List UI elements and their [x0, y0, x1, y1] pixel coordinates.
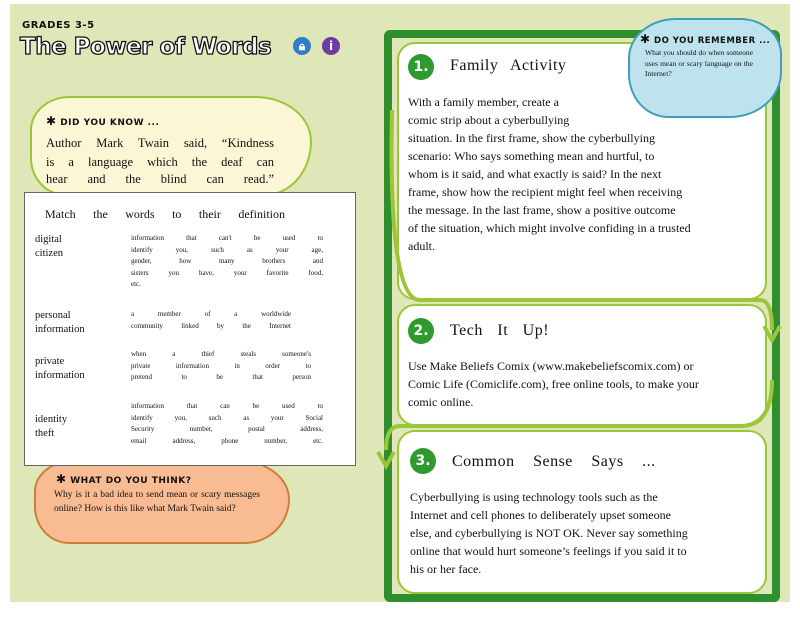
body-line: the message. In the last frame, show a positive outcome — [408, 203, 676, 217]
definition-line: etc. — [131, 280, 141, 288]
what-do-you-think-text: Why is it a bad idea to send mean or scary messages online? How is this like what Mark Twain said? — [54, 490, 260, 514]
body-line: Internet and cell phones to deliberately upset someone — [410, 508, 671, 522]
activity-title: Common Sense Says ... — [452, 453, 656, 470]
body-line: online that would hurt someone’s feelings if you said it to — [410, 544, 687, 558]
asterisk-icon: ✱ — [640, 32, 651, 46]
body-line: whom is it said, and what exactly is said? In the next — [408, 167, 662, 181]
lock-icon[interactable]: 🔒︎ — [293, 37, 311, 55]
body-line: scenario: Who says something mean and hurtful, to — [408, 149, 655, 163]
step-number: 2. — [408, 318, 434, 344]
definition-line: private information in order to — [131, 361, 311, 370]
info-icon[interactable]: i — [322, 37, 340, 55]
term-line: information — [35, 370, 85, 381]
term-line: information — [35, 324, 85, 335]
definition-line: a member of a worldwide — [131, 310, 291, 318]
matching-title: Match the words to their definition — [45, 207, 285, 221]
step-number: 1. — [408, 54, 434, 80]
activity-body — [408, 357, 758, 411]
did-you-know-label: DID YOU KNOW ... — [60, 118, 160, 128]
definition-line: identify you, such as your age, — [131, 245, 323, 254]
body-line: of the situation, which might involve confiding in a trusted — [408, 221, 691, 235]
definition-line: when a thief steals someone's — [131, 350, 311, 358]
definition-line: identify you, such as your Social — [131, 413, 323, 422]
term-line: private — [35, 356, 65, 367]
do-you-remember-heading — [640, 32, 770, 46]
definition-line: community linked by the Internet — [131, 321, 291, 330]
definition-line: information that can be used to — [131, 402, 323, 410]
definition-line: information that can't be used to — [131, 234, 323, 242]
definition-line: sisters you have, your favorite food, — [131, 268, 323, 277]
definition-line: pretend to be that person — [131, 373, 311, 381]
asterisk-icon: ✱ — [56, 472, 67, 486]
term-line: citizen — [35, 248, 63, 259]
body-line: With a family member, create a — [408, 95, 559, 109]
body-line: frame, show how the recipient might feel when receiving — [408, 185, 683, 199]
term-line: digital — [35, 234, 62, 245]
body-line: Comic Life (Comiclife.com), free online tools, to make your — [408, 377, 699, 391]
activity-title: Family Activity — [450, 57, 567, 74]
term-line: personal — [35, 310, 71, 321]
did-you-know-line-3: hear and the blind can read.” — [46, 172, 274, 186]
do-you-remember-text: What you should do when someone uses mean or scary language on the Internet? — [645, 48, 753, 78]
what-do-you-think-label: WHAT DO YOU THINK? — [70, 476, 192, 486]
do-you-remember-label: DO YOU REMEMBER ... — [654, 36, 771, 46]
arrow-head-icon — [378, 452, 394, 466]
page-title: The Power of Words — [20, 34, 272, 60]
definition-line: gender, how many brothers and — [131, 257, 323, 265]
did-you-know-line-1: Author Mark Twain said, “Kindness — [46, 136, 274, 150]
body-line: Use Make Beliefs Comix (www.makebeliefscomix.com) or — [408, 359, 694, 373]
asterisk-icon: ✱ — [46, 114, 57, 128]
step-number: 3. — [410, 448, 436, 474]
body-line: situation. In the first frame, show the cyberbullying — [408, 131, 655, 145]
activity-body — [410, 488, 760, 578]
body-line: comic strip about a cyberbullying — [408, 113, 570, 127]
body-line: else, and cyberbullying is NOT OK. Never say something — [410, 526, 688, 540]
body-line: comic online. — [408, 395, 474, 409]
activity-title: Tech It Up! — [450, 322, 550, 339]
grade-level: GRADES 3-5 — [22, 20, 95, 31]
body-line: adult. — [408, 239, 435, 253]
body-line: his or her face. — [410, 562, 482, 576]
did-you-know-line-2: is a language which the deaf can — [46, 155, 274, 169]
term-line: identity — [35, 414, 68, 425]
definition-line: email address, phone number, etc. — [131, 436, 323, 445]
definition-line: Security number, postal address, — [131, 425, 323, 433]
body-line: Cyberbullying is using technology tools such as the — [410, 490, 658, 504]
term-line: theft — [35, 428, 55, 439]
